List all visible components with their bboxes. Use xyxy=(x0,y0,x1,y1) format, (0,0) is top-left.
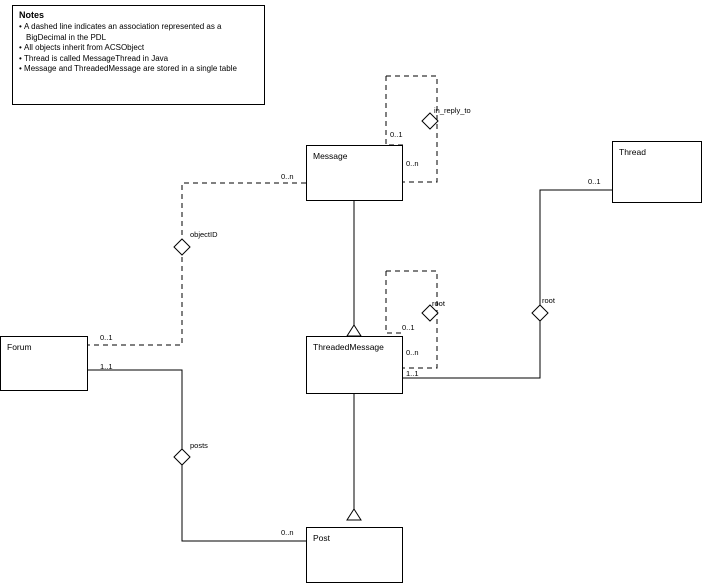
notes-box xyxy=(12,5,265,105)
notes-list xyxy=(13,22,264,79)
class-name: Post xyxy=(313,533,331,543)
role-label-root-right: root xyxy=(542,296,555,305)
class-box-forum[interactable] xyxy=(0,336,88,391)
multiplicity-forum-posts: 1..1 xyxy=(100,362,113,371)
class-name: ThreadedMessage xyxy=(313,342,384,352)
note-item: • Thread is called MessageThread in Java xyxy=(19,54,258,65)
multiplicity-message-objectid: 0..n xyxy=(281,172,294,181)
notes-title: Notes xyxy=(19,10,45,20)
multiplicity-threadedmessage-thread: 1..1 xyxy=(406,369,419,378)
class-name: Forum xyxy=(7,342,32,352)
multiplicity-message-reply-source: 0..1 xyxy=(390,130,403,139)
role-label-in-reply-to: in_reply_to xyxy=(434,106,471,115)
role-label-objectid: objectID xyxy=(190,230,218,239)
role-label-posts: posts xyxy=(190,441,208,450)
multiplicity-thread-root: 0..1 xyxy=(588,177,601,186)
class-box-threadedmessage[interactable] xyxy=(306,336,403,394)
note-item: • A dashed line indicates an association represented as a BigDecimal in the PDL xyxy=(19,22,258,43)
multiplicity-threadedmessage-root-source: 0..1 xyxy=(402,323,415,332)
class-name: Thread xyxy=(619,147,646,157)
class-box-thread[interactable] xyxy=(612,141,702,203)
class-box-post[interactable] xyxy=(306,527,403,583)
class-name: Message xyxy=(313,151,348,161)
note-item: • All objects inherit from ACSObject xyxy=(19,43,258,54)
class-box-message[interactable] xyxy=(306,145,403,201)
note-item: • Message and ThreadedMessage are stored in a single table xyxy=(19,64,258,75)
role-label-root-left: root xyxy=(432,299,445,308)
multiplicity-forum-objectid: 0..1 xyxy=(100,333,113,342)
multiplicity-threadedmessage-root-target: 0..n xyxy=(406,348,419,357)
multiplicity-post-posts: 0..n xyxy=(281,528,294,537)
multiplicity-message-reply-target: 0..n xyxy=(406,159,419,168)
